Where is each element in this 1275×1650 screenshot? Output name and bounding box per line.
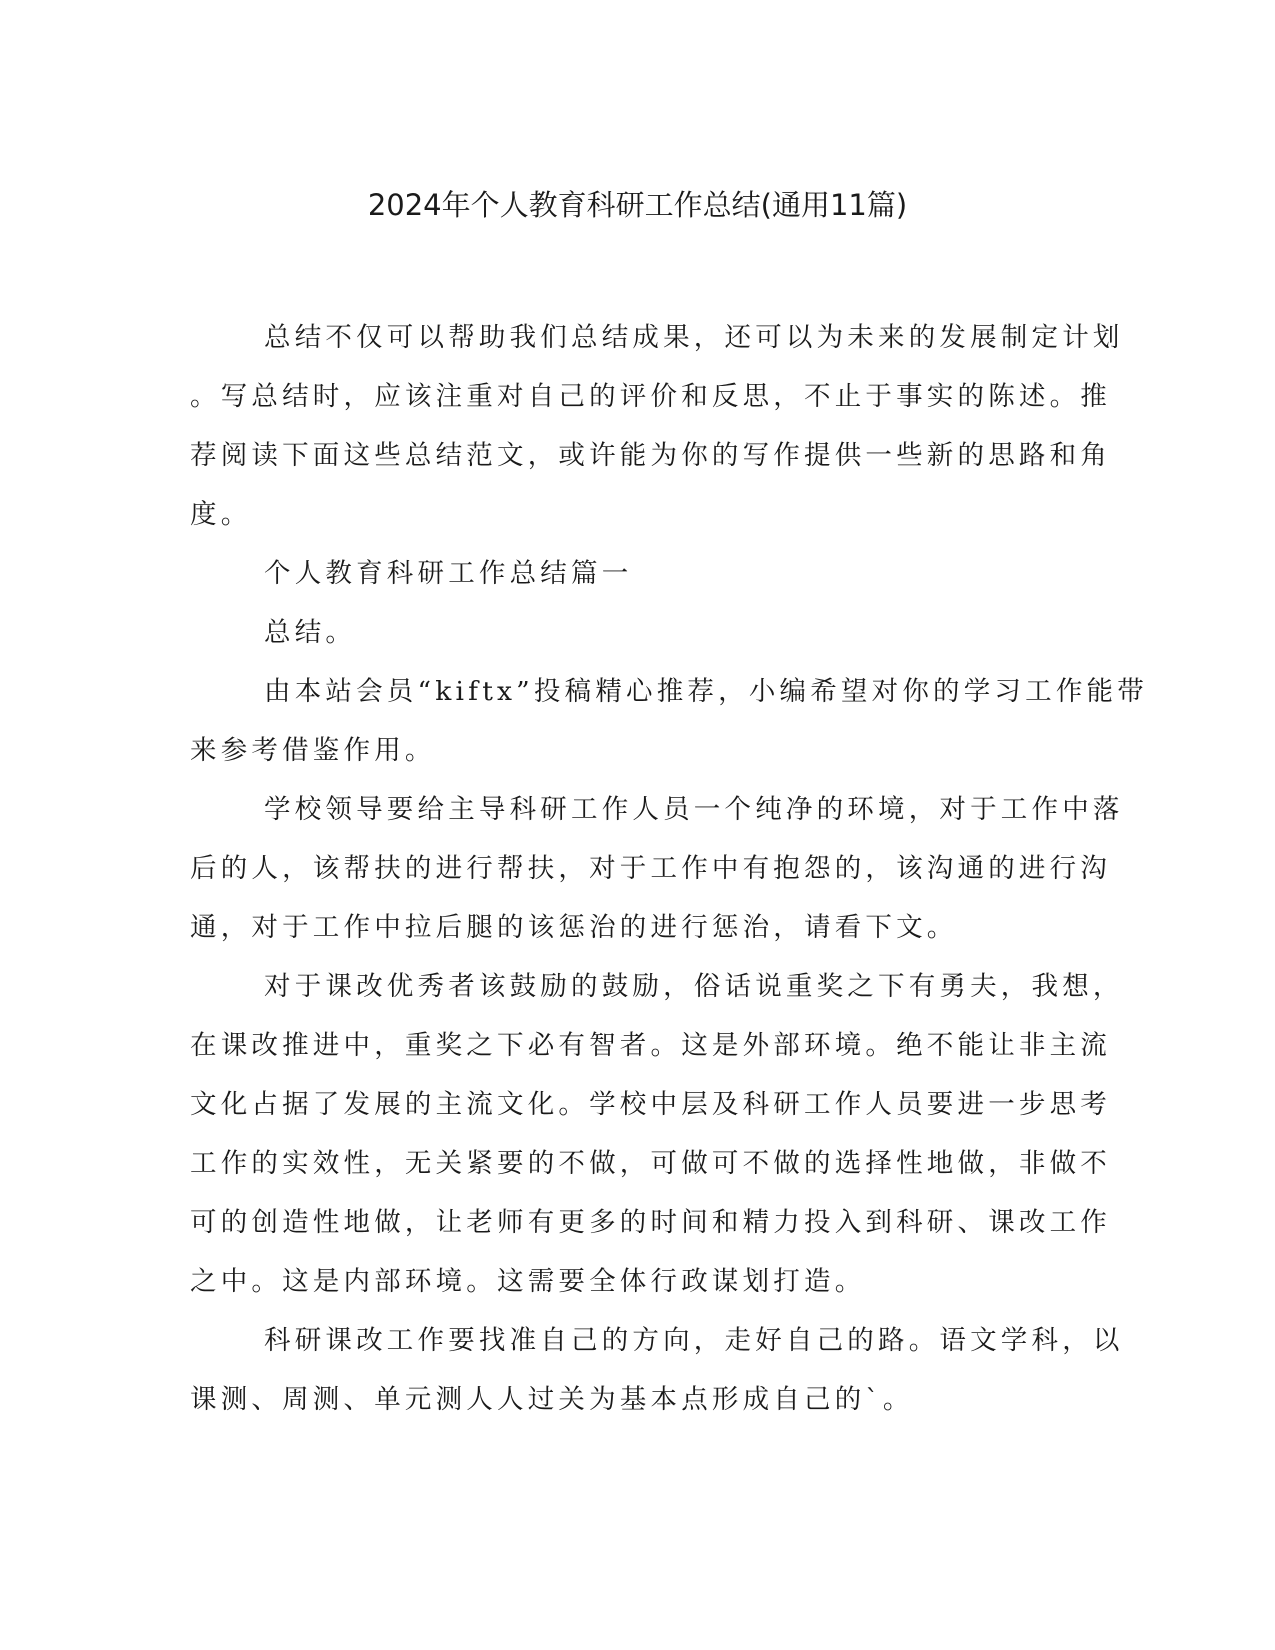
- section-heading: 个人教育科研工作总结篇一: [264, 558, 633, 589]
- paragraph-line: 来参考借鉴作用。: [190, 735, 436, 766]
- paragraph-line: 由本站会员“kiftx”投稿精心推荐，小编希望对你的学习工作能带: [264, 676, 1148, 707]
- paragraph-line: 通，对于工作中拉后腿的该惩治的进行惩治，请看下文。: [190, 912, 958, 943]
- paragraph-line: 荐阅读下面这些总结范文，或许能为你的写作提供一些新的思路和角: [190, 440, 1111, 471]
- paragraph-line: 总结不仅可以帮助我们总结成果，还可以为未来的发展制定计划: [264, 322, 1124, 353]
- document-title: 2024年个人教育科研工作总结(通用11篇): [367, 188, 908, 222]
- paragraph-line: 工作的实效性，无关紧要的不做，可做可不做的选择性地做，非做不: [190, 1148, 1111, 1179]
- paragraph-line: 学校领导要给主导科研工作人员一个纯净的环境，对于工作中落: [264, 794, 1124, 825]
- paragraph-line: 后的人，该帮扶的进行帮扶，对于工作中有抱怨的，该沟通的进行沟: [190, 853, 1111, 884]
- paragraph-line: 课测、周测、单元测人人过关为基本点形成自己的`。: [190, 1384, 914, 1415]
- paragraph-line: 在课改推进中，重奖之下必有智者。这是外部环境。绝不能让非主流: [190, 1030, 1111, 1061]
- paragraph-line: 之中。这是内部环境。这需要全体行政谋划打造。: [190, 1266, 866, 1297]
- paragraph-line: 文化占据了发展的主流文化。学校中层及科研工作人员要进一步思考: [190, 1089, 1111, 1120]
- paragraph-line: 度。: [190, 499, 252, 530]
- paragraph-line: 可的创造性地做，让老师有更多的时间和精力投入到科研、课改工作: [190, 1207, 1111, 1238]
- paragraph-line: 。写总结时，应该注重对自己的评价和反思，不止于事实的陈述。推: [190, 381, 1111, 412]
- paragraph-line: 科研课改工作要找准自己的方向，走好自己的路。语文学科，以: [264, 1325, 1124, 1356]
- paragraph-line: 总结。: [264, 617, 357, 648]
- paragraph-line: 对于课改优秀者该鼓励的鼓励，俗话说重奖之下有勇夫，我想，: [264, 971, 1124, 1002]
